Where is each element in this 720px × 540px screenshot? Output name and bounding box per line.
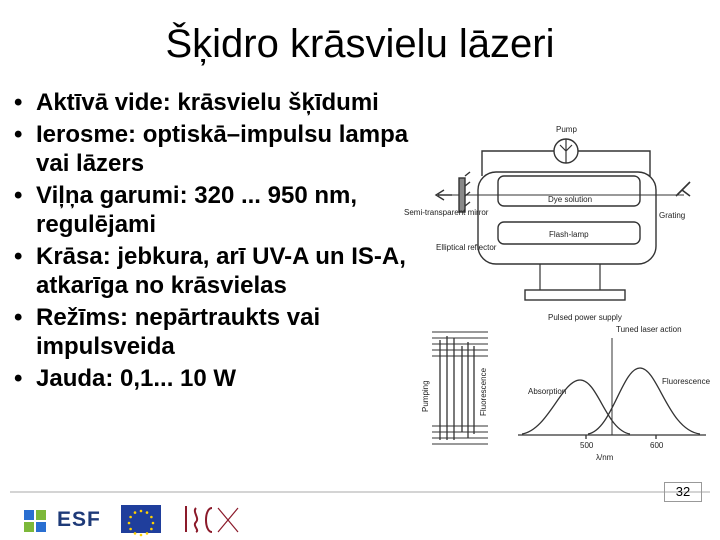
bullet-dot: • [14, 89, 23, 116]
tick-500: 500 [580, 441, 594, 450]
label-flashlamp: Flash-lamp [549, 230, 589, 239]
semi-mirror [459, 178, 465, 212]
bullet-text: Ierosme: optiskā–impulsu lampa vai lāzers [36, 121, 409, 177]
laser-apparatus [436, 139, 690, 300]
label-pulsed-supply: Pulsed power supply [548, 313, 622, 322]
page-number: 32 [664, 482, 702, 502]
label-elliptical: Elliptical reflector [436, 243, 497, 252]
university-logo [186, 506, 238, 532]
apparatus-labels [404, 125, 685, 322]
label-tuned: Tuned laser action [616, 325, 682, 334]
bullet-dot: • [14, 243, 23, 270]
bullet-text: Viļņa garumi: 320 ... 950 nm, regulējami [36, 182, 358, 238]
label-fluorescence: Fluorescence [662, 377, 711, 386]
label-semi-mirror: Semi-transparent mirror [404, 208, 489, 217]
power-wires [540, 264, 600, 290]
bullet-dot: • [14, 304, 23, 331]
label-pump: Pump [556, 125, 577, 134]
bullet-dot: • [14, 182, 23, 209]
bullet-text: Režīms: nepārtraukts vai impulsveida [36, 304, 321, 360]
bullet-text: Jauda: 0,1... 10 W [36, 365, 237, 392]
label-pumping: Pumping [421, 380, 430, 412]
esf-logo [24, 510, 46, 532]
esf-wordmark: ESF [57, 508, 101, 531]
grating [676, 182, 690, 196]
bullet-text: Aktīvā vide: krāsvielu šķīdumi [36, 89, 379, 116]
bullet-text: Krāsa: jebkura, arī UV-A un IS-A, atkarīga no krāsvielas [36, 243, 406, 299]
eu-flag-logo [121, 505, 161, 536]
tick-600: 600 [650, 441, 664, 450]
page-title: Šķidro krāsvielu lāzeri [165, 22, 555, 66]
label-dye-solution: Dye solution [548, 195, 593, 204]
elliptical-reflector [478, 172, 656, 264]
bullet-dot: • [14, 121, 23, 148]
label-x-axis: λ/nm [596, 453, 614, 462]
output-beam-arrow [436, 190, 452, 200]
bullet-dot: • [14, 365, 23, 392]
pulsed-power-supply [525, 290, 625, 300]
label-fluorescence-vertical: Fluorescence [479, 367, 488, 416]
label-absorption: Absorption [528, 387, 567, 396]
label-grating: Grating [659, 211, 686, 220]
